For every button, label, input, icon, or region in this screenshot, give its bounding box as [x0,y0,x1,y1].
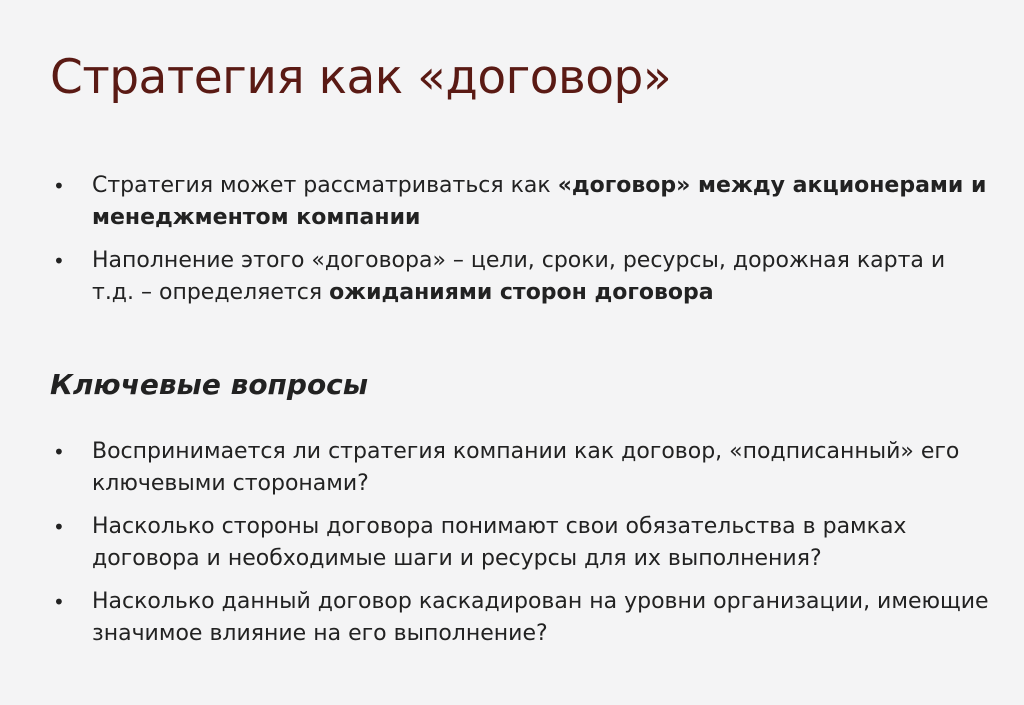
question-item [50,436,990,500]
intro-bullet-bold-text: ожиданиями сторон договора [329,280,714,305]
bullet-icon: • [53,515,65,539]
question-item [50,511,990,575]
slide-title: Стратегия как «договор» [50,50,672,105]
question-text: Воспринимается ли стратегия компании как договор, «подписанный» его ключевыми сторонами? [92,439,960,496]
intro-bullet-bold-text: «договор» между акционерами и менеджментом компании [92,173,987,230]
bullet-icon: • [53,590,65,614]
bullet-icon: • [53,174,65,198]
intro-bullet-text: Наполнение этого «договора» – цели, сроки, ресурсы, дорожная карта и т.д. – определяется [92,248,946,305]
intro-bullet-list [50,170,990,320]
key-questions-heading: Ключевые вопросы [50,368,369,401]
question-text: Насколько данный договор каскадирован на уровни организации, имеющие значимое влияние на его выполнение? [92,589,989,646]
intro-bullet-item [50,245,990,309]
bullet-icon: • [53,249,65,273]
intro-bullet-text: Стратегия может рассматриваться как [92,173,558,198]
question-item [50,586,990,650]
questions-bullet-list [50,436,990,661]
question-text: Насколько стороны договора понимают свои обязательства в рамках договора и необходимые шаги и ресурсы для их выполнения? [92,514,907,571]
intro-bullet-item [50,170,990,234]
bullet-icon: • [53,440,65,464]
